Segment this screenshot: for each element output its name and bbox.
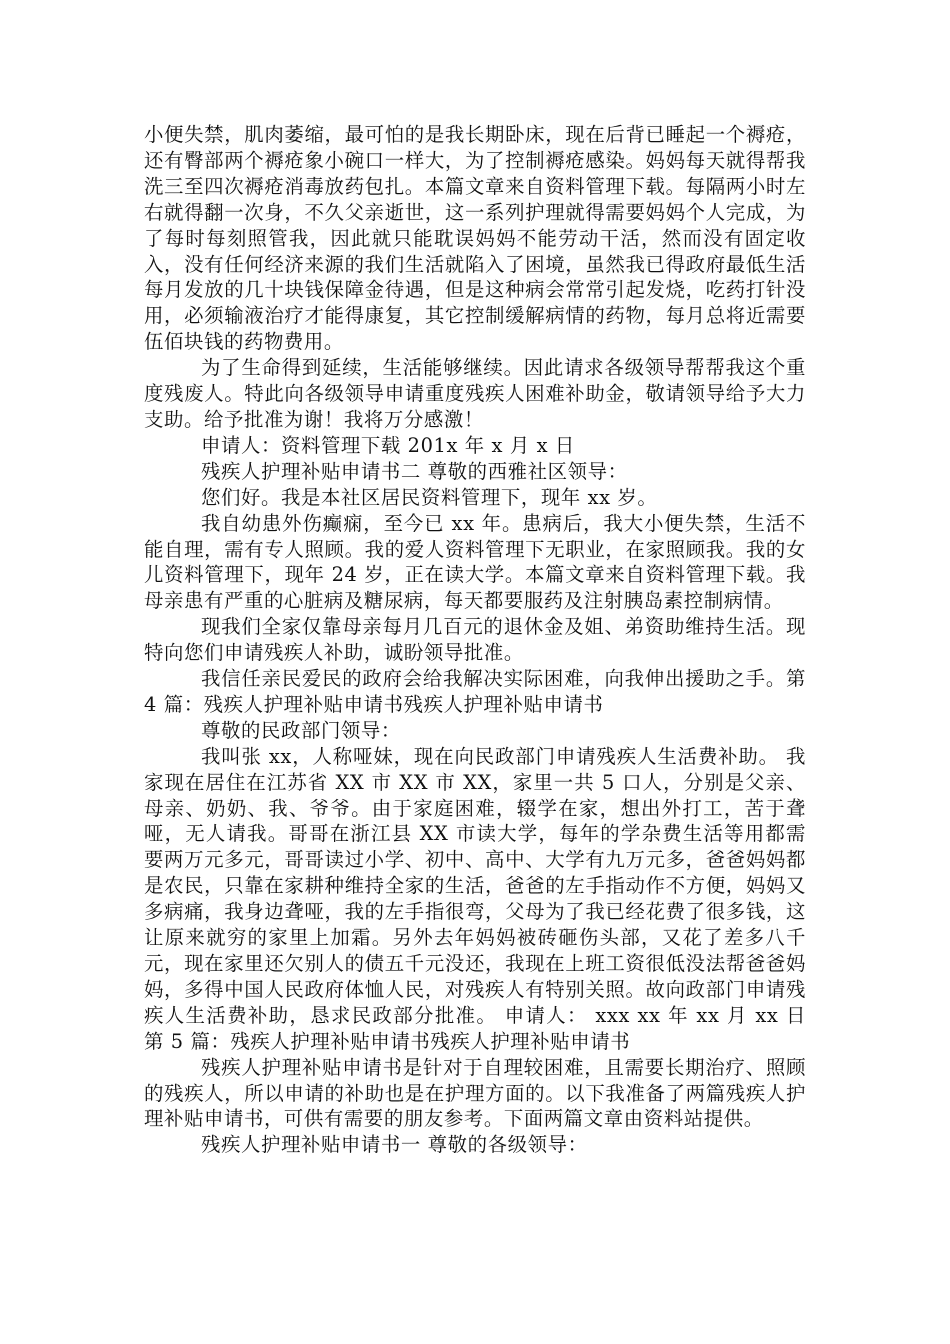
paragraph: 我信任亲民爱民的政府会给我解决实际困难，向我伸出援助之手。第 4 篇：残疾人护理补贴申请书残疾人护理补贴申请书 [144, 667, 806, 716]
section-heading: 残疾人护理补贴申请书二 尊敬的西雅社区领导： [201, 459, 628, 483]
paragraph: 小便失禁，肌肉萎缩，最可怕的是我长期卧床，现在后背已睡起一个褥疮，还有臀部两个褥疮象小碗口一样大，为了控制褥疮感染。妈妈每天就得帮我洗三至四次褥疮消毒放药包扎。本篇文章来自资料管理下载。每隔两小时左右就得翻一次身，不久父亲逝世，这一系列护理就得需要妈妈个人完成，为了每时每刻照管我，因此就只能耽误妈妈不能劳动干活，然而没有固定收入，没有任何经济来源的我们生活就陷入了困境，虽然我已得政府最低生活每月发放的几十块钱保障金待遇，但是这种病会常常引起发烧，吃药打针没用，必须输液治疗才能得康复，其它控制缓解病情的药物，每月总将近需要伍佰块钱的药物费用。 [144, 123, 806, 354]
salutation: 尊敬的民政部门领导： [201, 718, 401, 742]
paragraph: 现我们全家仅靠母亲每月几百元的退休金及姐、弟资助维持生活。现特向您们申请残疾人补助，诚盼领导批准。 [144, 615, 806, 665]
greeting-line: 您们好。我是本社区居民资料管理下，现年 xx 岁。 [201, 485, 658, 509]
applicant-signature-line: 申请人：资料管理下载 201x 年 x 月 x 日 [201, 433, 575, 457]
document-page [144, 122, 806, 1158]
paragraph: 残疾人护理补贴申请书是针对于自理较困难，且需要长期治疗、照顾的残疾人，所以申请的补助也是在护理方面的。以下我准备了两篇残疾人护理补贴申请书，可供有需要的朋友参考。下面两篇文章由资料站提供。 [144, 1055, 806, 1131]
paragraph: 我叫张 xx，人称哑妹，现在向民政部门申请残疾人生活费补助。 我家现在居住在江苏省 XX 市 XX 市 XX，家里一共 5 口人，分别是父亲、母亲、奶奶、我、爷爷。由于家庭困难，辍学在家，想出外打工，苦于聋哑，无人请我。哥哥在浙江县 XX 市读大学，每年的学杂费生活等用都需要两万元多元，哥哥读过小学、初中、高中、大学有九万元多，爸爸妈妈都是农民，只靠在家耕种维持全家的生活，爸爸的左手指动作不方便，妈妈又多病痛，我身边聋哑，我的左手指很弯，父母为了我已经花费了很多钱，这让原来就穷的家里上加霜。另外去年妈妈被砖砸伤头部，又花了差多八千元，现在家里还欠别人的债五千元没还，我现在上班工资很低没法帮爸爸妈妈，多得中国人民政府体恤人民，对残疾人有特别关照。故向政部门申请残疾人生活费补助，恳求民政部分批准。 申请人： xxx xx 年 xx 月 xx 日 第 5 篇：残疾人护理补贴申请书残疾人护理补贴申请书 [144, 744, 806, 1053]
paragraph: 我自幼患外伤癫痫，至今已 xx 年。患病后，我大小便失禁，生活不能自理，需有专人照顾。我的爱人资料管理下无职业，在家照顾我。我的女儿资料管理下，现年 24 岁，正在读大学。本篇文章来自资料管理下载。我母亲患有严重的心脏病及糖尿病，每天都要服药及注射胰岛素控制病情。 [144, 511, 806, 613]
paragraph: 为了生命得到延续，生活能够继续。因此请求各级领导帮帮我这个重度残废人。特此向各级领导申请重度残疾人困难补助金，敬请领导给予大力支助。给予批准为谢！我将万分感激！ [144, 356, 806, 431]
section-heading: 残疾人护理补贴申请书一 尊敬的各级领导： [201, 1133, 588, 1157]
